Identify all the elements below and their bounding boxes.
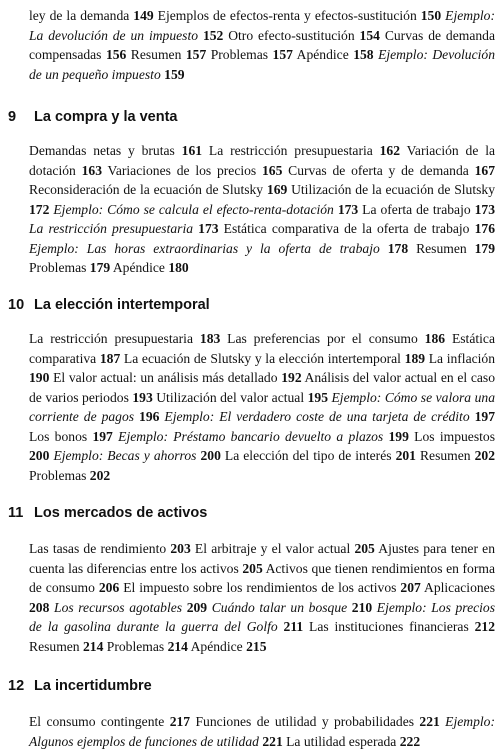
page-number: 156: [105, 47, 127, 62]
page-number: 202: [474, 448, 496, 463]
page-number: 159: [164, 66, 185, 82]
entry-text: La restricción presupuestaria: [202, 143, 380, 158]
entry-text: La elección del tipo de interés: [220, 448, 396, 463]
page-number: 200: [200, 448, 221, 463]
entry-text: Curvas de demanda compensadas: [29, 27, 495, 62]
chapter-11-heading: [8, 504, 488, 522]
page-number: 161: [181, 143, 203, 158]
chapter-10-heading: [8, 296, 488, 314]
page-number: 215: [246, 638, 267, 654]
entry-text: Apéndice: [187, 638, 247, 654]
page-number: 199: [388, 428, 409, 444]
page-number: 197: [474, 409, 495, 424]
page-number: 221: [262, 733, 283, 749]
entry-text: ley de la demanda: [29, 8, 134, 23]
entry-text: El valor actual: un análisis más detallado: [49, 370, 282, 385]
page-number: 203: [170, 541, 191, 556]
page-number: 193: [132, 389, 153, 405]
chapter-12-entries: [29, 712, 495, 751]
entry-text: Los impuestos: [408, 428, 495, 444]
entry-text: Variaciones de los precios: [101, 162, 262, 178]
entry-text: La restricción presupuestaria: [29, 331, 200, 346]
page-number: 178: [387, 240, 409, 256]
entry-text: Apéndice: [292, 47, 354, 62]
example-title: Ejemplo: Los precios de la gasolina durante la guerra del Golfo: [29, 599, 496, 634]
page-number: 167: [474, 162, 495, 178]
page-number: 221: [419, 714, 440, 729]
entry-text: Utilización de la ecuación de Slutsky: [287, 182, 495, 197]
page-number: 158: [353, 47, 374, 62]
page-number: 201: [395, 448, 416, 463]
entry-text: Resumen: [408, 240, 475, 256]
example-title: Ejemplo: La devolución de un impuesto: [29, 8, 495, 43]
chapter-title: La elección intertemporal: [34, 297, 210, 313]
entry-text: Problemas: [206, 47, 273, 62]
page-number: 195: [307, 389, 328, 405]
page-number: 157: [185, 47, 207, 62]
page-number: 163: [81, 162, 102, 178]
chapter-title: La compra y la venta: [34, 109, 178, 125]
entry-text: Demandas netas y brutas: [29, 143, 182, 158]
page-number: 190: [29, 370, 50, 385]
page-number: 197: [92, 428, 113, 444]
entry-text: Estática comparativa de la oferta de trabajo: [218, 221, 475, 236]
entry-text: Resumen: [126, 47, 186, 62]
chapter-12-heading: [8, 677, 488, 695]
page-number: 172: [29, 201, 50, 217]
entry-text: Las preferencias por el consumo: [220, 331, 425, 346]
page-number: 205: [354, 541, 375, 556]
example-title: Ejemplo: Préstamo bancario devuelto a plazos: [118, 428, 384, 444]
chapter-number: 10: [8, 297, 25, 313]
example-title: Ejemplo: Becas y ahorros: [53, 448, 197, 463]
entry-text: La oferta de trabajo: [358, 201, 475, 217]
example-title: Ejemplo: El verdadero coste de una tarjeta de crédito: [164, 409, 470, 424]
page-number: 214: [167, 638, 188, 654]
page-number: 206: [98, 580, 120, 595]
chapter-number: 11: [8, 505, 24, 521]
entry-text: Aplicaciones: [420, 580, 495, 595]
example-title: Ejemplo: Las horas extraordinarias y la oferta de trabajo: [29, 240, 380, 256]
page-number: 180: [168, 260, 189, 275]
page-number: 202: [89, 467, 111, 483]
chapter-11-entries: [29, 539, 495, 656]
page-number: 187: [99, 350, 121, 366]
entry-text: La ecuación de Slutsky y la elección intertemporal: [120, 350, 405, 366]
example-title: Ejemplo: Algunos ejemplos de funciones de utilidad: [29, 714, 495, 749]
page-number: 162: [379, 143, 401, 158]
page-number: 207: [400, 580, 421, 595]
page-number: 200: [29, 448, 50, 463]
entry-text: [380, 241, 388, 256]
example-title: Ejemplo: Cómo se calcula el efecto-renta-dotación: [53, 201, 334, 217]
page-number: 217: [169, 714, 191, 729]
example-title: Ejemplo: Cómo se valora una corriente de pagos: [29, 389, 495, 424]
entry-text: Estática comparativa: [29, 331, 495, 366]
chapter-number: 12: [8, 678, 25, 694]
page-number: 183: [199, 331, 221, 346]
example-title: Ejemplo: Devolución de un pequeño impuesto: [29, 47, 496, 82]
page-number: 176: [474, 221, 495, 236]
entry-text: Otro efecto-sustitución: [223, 27, 360, 43]
page-number: 186: [424, 331, 446, 346]
entry-text: Funciones de utilidad y probabilidades: [190, 714, 420, 729]
page-number: 152: [202, 27, 224, 43]
page-number: 210: [351, 599, 373, 615]
entry-text: El consumo contingente: [29, 714, 170, 729]
chapter-8-entries-continued: [29, 6, 495, 84]
entry-text: Resumen: [29, 638, 83, 654]
page-number: 173: [337, 201, 359, 217]
page-number: 169: [266, 182, 288, 197]
entry-text: Problemas: [103, 638, 168, 654]
page-number: 179: [474, 240, 495, 256]
chapter-number: 9: [8, 109, 17, 125]
entry-text: Ejemplos de efectos-renta y efectos-sustitución: [153, 8, 421, 23]
page-number: 173: [198, 221, 219, 236]
entry-text: Curvas de oferta y de demanda: [282, 162, 475, 178]
chapter-9-entries: [29, 141, 495, 278]
page-number: 150: [420, 8, 442, 23]
page-number: 211: [283, 619, 304, 634]
entry-text: Las tasas de rendimiento: [29, 541, 171, 556]
page-number: 157: [272, 47, 293, 62]
entry-text: Resumen: [415, 448, 475, 463]
entry-text: Variación de la dotación: [29, 143, 495, 178]
page-number: 165: [262, 162, 283, 178]
entry-text: Análisis del valor actual en el caso de varios periodos: [29, 370, 496, 405]
entry-text: Ajustes para tener en cuenta las diferencias entre los activos: [29, 541, 496, 576]
page-number: 179: [89, 260, 111, 275]
entry-text: Los bonos: [29, 428, 93, 444]
page-number: 205: [242, 560, 263, 576]
page-number: 154: [359, 27, 380, 43]
page-number: 212: [474, 619, 495, 634]
page-number: 209: [186, 599, 208, 615]
entry-text: Utilización del valor actual: [152, 389, 308, 405]
entry-text: Reconsideración de la ecuación de Slutsky: [29, 182, 267, 197]
entry-text: La utilidad esperada: [282, 733, 400, 749]
entry-text: Las instituciones financieras: [303, 619, 475, 634]
page-number: 208: [29, 599, 50, 615]
entry-text: Apéndice: [110, 260, 169, 275]
entry-text: Problemas: [29, 467, 90, 483]
chapter-9-heading: [8, 108, 488, 126]
chapter-10-entries: [29, 329, 495, 485]
example-title: Cuándo talar un bosque: [211, 599, 348, 615]
page-number: 196: [139, 409, 160, 424]
page-number: 192: [281, 370, 302, 385]
chapter-title: Los mercados de activos: [34, 505, 208, 521]
entry-text: El impuesto sobre los rendimientos de los activos: [119, 580, 401, 595]
entry-text: Activos que tienen rendimientos en forma de consumo: [29, 560, 495, 595]
page-number: 214: [83, 638, 104, 654]
page-number: 149: [133, 8, 154, 23]
page-number: 189: [404, 350, 426, 366]
page-number: 173: [474, 201, 495, 217]
page-number: 222: [399, 733, 421, 749]
chapter-title: La incertidumbre: [34, 678, 152, 694]
entry-text: La inflación: [425, 350, 496, 366]
example-title: La restricción presupuestaria: [29, 221, 194, 236]
entry-text: El arbitraje y el valor actual: [190, 541, 355, 556]
example-title: Los recursos agotables: [54, 599, 183, 615]
entry-text: Problemas: [29, 260, 90, 275]
